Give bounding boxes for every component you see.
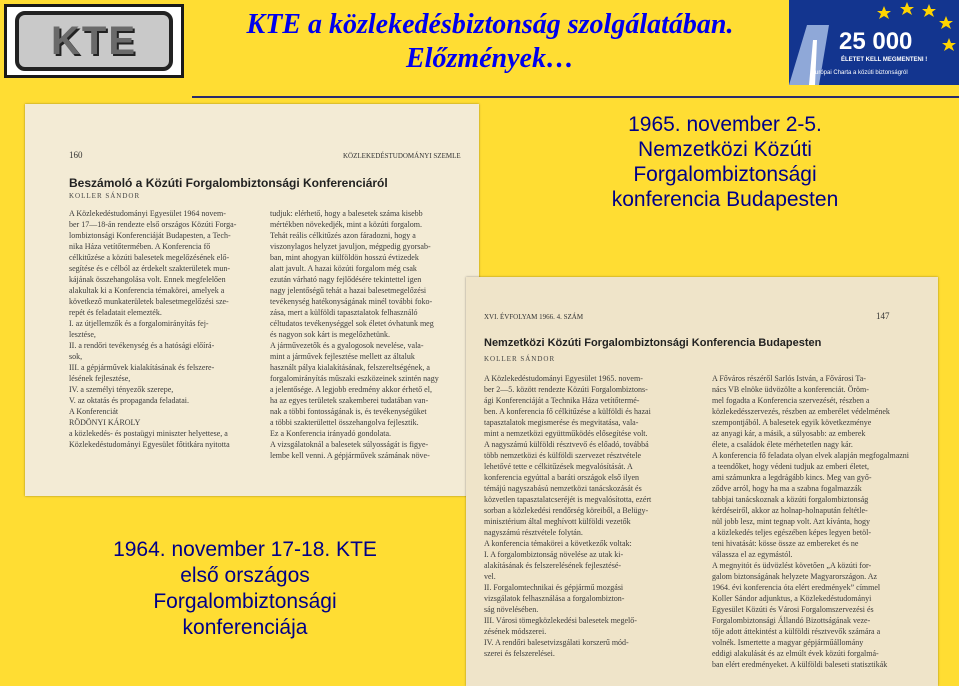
doc1-page-number: 160 (69, 150, 83, 160)
article-scan-1964 (25, 104, 479, 496)
article-scan-1965 (466, 277, 938, 686)
slide-title (190, 8, 790, 76)
star-icon (939, 16, 953, 29)
caption-bottom-line2: első országos (180, 564, 310, 587)
star-icon (922, 4, 936, 17)
caption-top-line4: konferencia Budapesten (611, 188, 839, 211)
caption-top-line1: 1965. november 2-5. (628, 113, 822, 136)
charter-tagline: ÉLETET KELL MEGMENTENI ! (841, 57, 928, 63)
charter-number: 25 000 (839, 28, 913, 55)
doc2-author: KOLLER SÁNDOR (484, 355, 556, 363)
caption-1964-conference (60, 537, 430, 641)
caption-top-line2: Nemzetközi Közúti (638, 138, 812, 161)
slide-title-line2: Előzmények… (406, 43, 574, 74)
star-icon (877, 6, 891, 19)
caption-bottom-line3: Forgalombiztonsági (153, 590, 337, 613)
caption-bottom-line1: 1964. november 17-18. KTE (113, 538, 377, 561)
caption-bottom-line4: konferenciája (182, 616, 308, 639)
star-icon (942, 38, 956, 51)
doc1-heading: Beszámoló a Közúti Forgalombiztonsági Konferenciáról (69, 176, 388, 190)
kte-logo (4, 4, 184, 78)
doc1-column-2: tudjuk: elérhető, hogy a balesetek száma kisebb mértékben növekedjék, mint a közúti forgalom. Tehát reális célkitűzés azon fáradozni, hogy a viszonylagos helyzet javuljon, mégpedig gyorsab- ban, mint ahogyan külföldön hosszú évtizedek alatt javult. A hazai közúti forgalom még csak ezután várható nagy fejlődésére tekintettel igen nagy jelentőségű tehát a hazai balesetmegelőzési tevékenység hatékonyságának minél további foko- zása, mert a külföldi tapasztalatok felhasználó céltudatos tevékenységgel sok életet óvhatunk meg és nagyon sok kárt is megelőzhetünk. A járművezetők és a gyalogosok nevelése, vala- mint a járművek fejlesztése mellett az általuk használt pálya kialakításának, felszereltségének, a forgalomirányítás műszaki eszközeinek szintén nagy a jelentősége. A legjobb eredmény akkor érhető el, ha az egyes területek szakemberei tudatában van- nak a többi fontosságának is, és tevékenységüket a többi szakterülettel összehangolva fejlesztik. Ez a Konferencia irányadó gondolata. A vizsgálatoknál a balesetek súlyosságát is figye- lembe kell venni. A gépjárművek számának növe- (270, 209, 439, 460)
doc1-column-1: A Közlekedéstudományi Egyesület 1964 novem- ber 17—18-án rendezte első országos Közúti Forga- lombiztonsági Konferenciáját Budapesten, a Tech- nika Háza vetítőtermében. A Konferencia fő célkitűzése a közúti balesetek megelőzésének elő- segítése és e célból az érdekelt szakterületek mun- kájának összehangolása volt. Ennek megfelelően alakultak ki a Konferencia témakörei, amelyek a következő munkaterületek balesetmegelőzési sze- repét és feladatait elemezték. I. az útjellemzők és a forgalomirányítás fej- lesztése, II. a rendőri tevékenység és a hatósági előírá- sok, III. a gépjárművek kialakításának és felszere- lésének fejlesztése, IV. a személyi tényezők szerepe, V. az oktatás és propaganda feladatai. A Konferenciát RÖDÖNYI KÁROLY a közlekedés- és postaügyi miniszter helyettese, a Közlekedéstudományi Egyesület főtitkára nyitotta (69, 209, 237, 449)
doc1-author: KOLLER SÁNDOR (69, 192, 141, 200)
kte-logo-text: KTE (51, 18, 137, 63)
title-divider (192, 96, 959, 98)
doc2-volume: XVI. ÉVFOLYAM 1966. 4. SZÁM (484, 313, 584, 321)
caption-top-line3: Forgalombiztonsági (633, 163, 817, 186)
road-safety-charter-logo (789, 0, 959, 85)
caption-1965-conference (580, 112, 870, 212)
doc2-heading: Nemzetközi Közúti Forgalombiztonsági Konferencia Budapesten (484, 337, 822, 349)
doc1-journal: KÖZLEKEDÉSTUDOMÁNYI SZEMLE (343, 152, 461, 160)
slide-title-line1: KTE a közlekedésbiztonság szolgálatában. (246, 9, 734, 40)
doc2-column-2: A Főváros részéről Sarlós István, a Fővárosi Ta- nács VB elnöke üdvözölte a konferenciát. Öröm- mel fogadta a Konferencia szervezését, részben a közlekedésszervezés, részben az emberélet védelmének szempontjából. A balesetek egyik következménye az anyagi kár, a másik, a súlyosabb: az emberek élete, a családok élete mérhetetlen nagy kár. A konferencia fő feladata olyan elvek alapján megfogalmazni a teendőket, hogy védeni tudjuk az emberi életet, ami számunkra a legdrágább kincs. Meg van győ- ződve arról, hogy ha ma a szabna fogalmazzák tabbjai tanácskoznak a közúti forgalombiztonság kérdéseiről, akkor az holnap-holnapután feltétle- nül jobb lesz, mint tegnap volt. Azt kívánta, hogy a közlekedés teljes egészében képes legyen betöl- teni hivatását: kösse össze az embereket és ne válassza el az egymástól. A megnyitót és üdvözlést követően „A közúti for- galom biztonságának helyzete Magyarországon. Az 1964. évi konferencia óta elért eredmények” címmel Koller Sándor adjunktus, a Közlekedéstudományi Egyesület Közúti és Városi Forgalomszervezési és Forgalombiztonsági Állandó Bizottságának veze- tője adott áttekintést a külföldi résztvevők számára a volnék. Ismertette a magyar gépjárműállomány eddigi alakulását és az elmúlt évek közúti forgalmá- ban elért eredményeket. A külföldi baleseti statisztikák (712, 374, 910, 669)
charter-name: Európai Charta a közúti biztonságról (811, 70, 908, 76)
doc2-column-1: A Közlekedéstudományi Egyesület 1965. novem- ber 2—5. között rendezte Közúti Forgalombiztons- ági Konferenciáját a Technika Háza vetítőtermé- ben. A konferencia fő célkitűzése a külföldi és hazai tapasztalatok megismerése és megvitatása, vala- mint a nemzetközi együttműködés elősegítése volt. A nagyszámú külföldi résztvevő és előadó, továbbá több nemzetközi és külföldi szervezet résztvétele lehetővé tette e célkitűzések megvalósítását. A konferencia egyúttal a baráti országok első ilyen témájú nagyszabású nemzetközi tanácskozását és közvetlen tapasztalatcseréjét is megvalósította, ezért sorban a közlekedési rendőrség köreiből, a Belügy- minisztérium által meghívott külföldi vezetők nagyszámú résztvétele folytán. A konferencia témakörei a következők voltak: I. A forgalombiztonság növelése az utak ki- alakításának és felszerelésének fejlesztésé- vel. II. Forgalomtechnikai és gépjármű mozgási vizsgálatok felhasználása a forgalombizton- ság növelésében. III. Városi tömegközlekedési balesetek megelő- zésének módszerei. IV. A rendőri balesetvizsgálati korszerű mód- szerei és felszerelései. (484, 374, 652, 658)
star-icon (900, 2, 914, 15)
kte-logo-plate (15, 11, 173, 71)
doc2-page-number: 147 (876, 311, 890, 321)
